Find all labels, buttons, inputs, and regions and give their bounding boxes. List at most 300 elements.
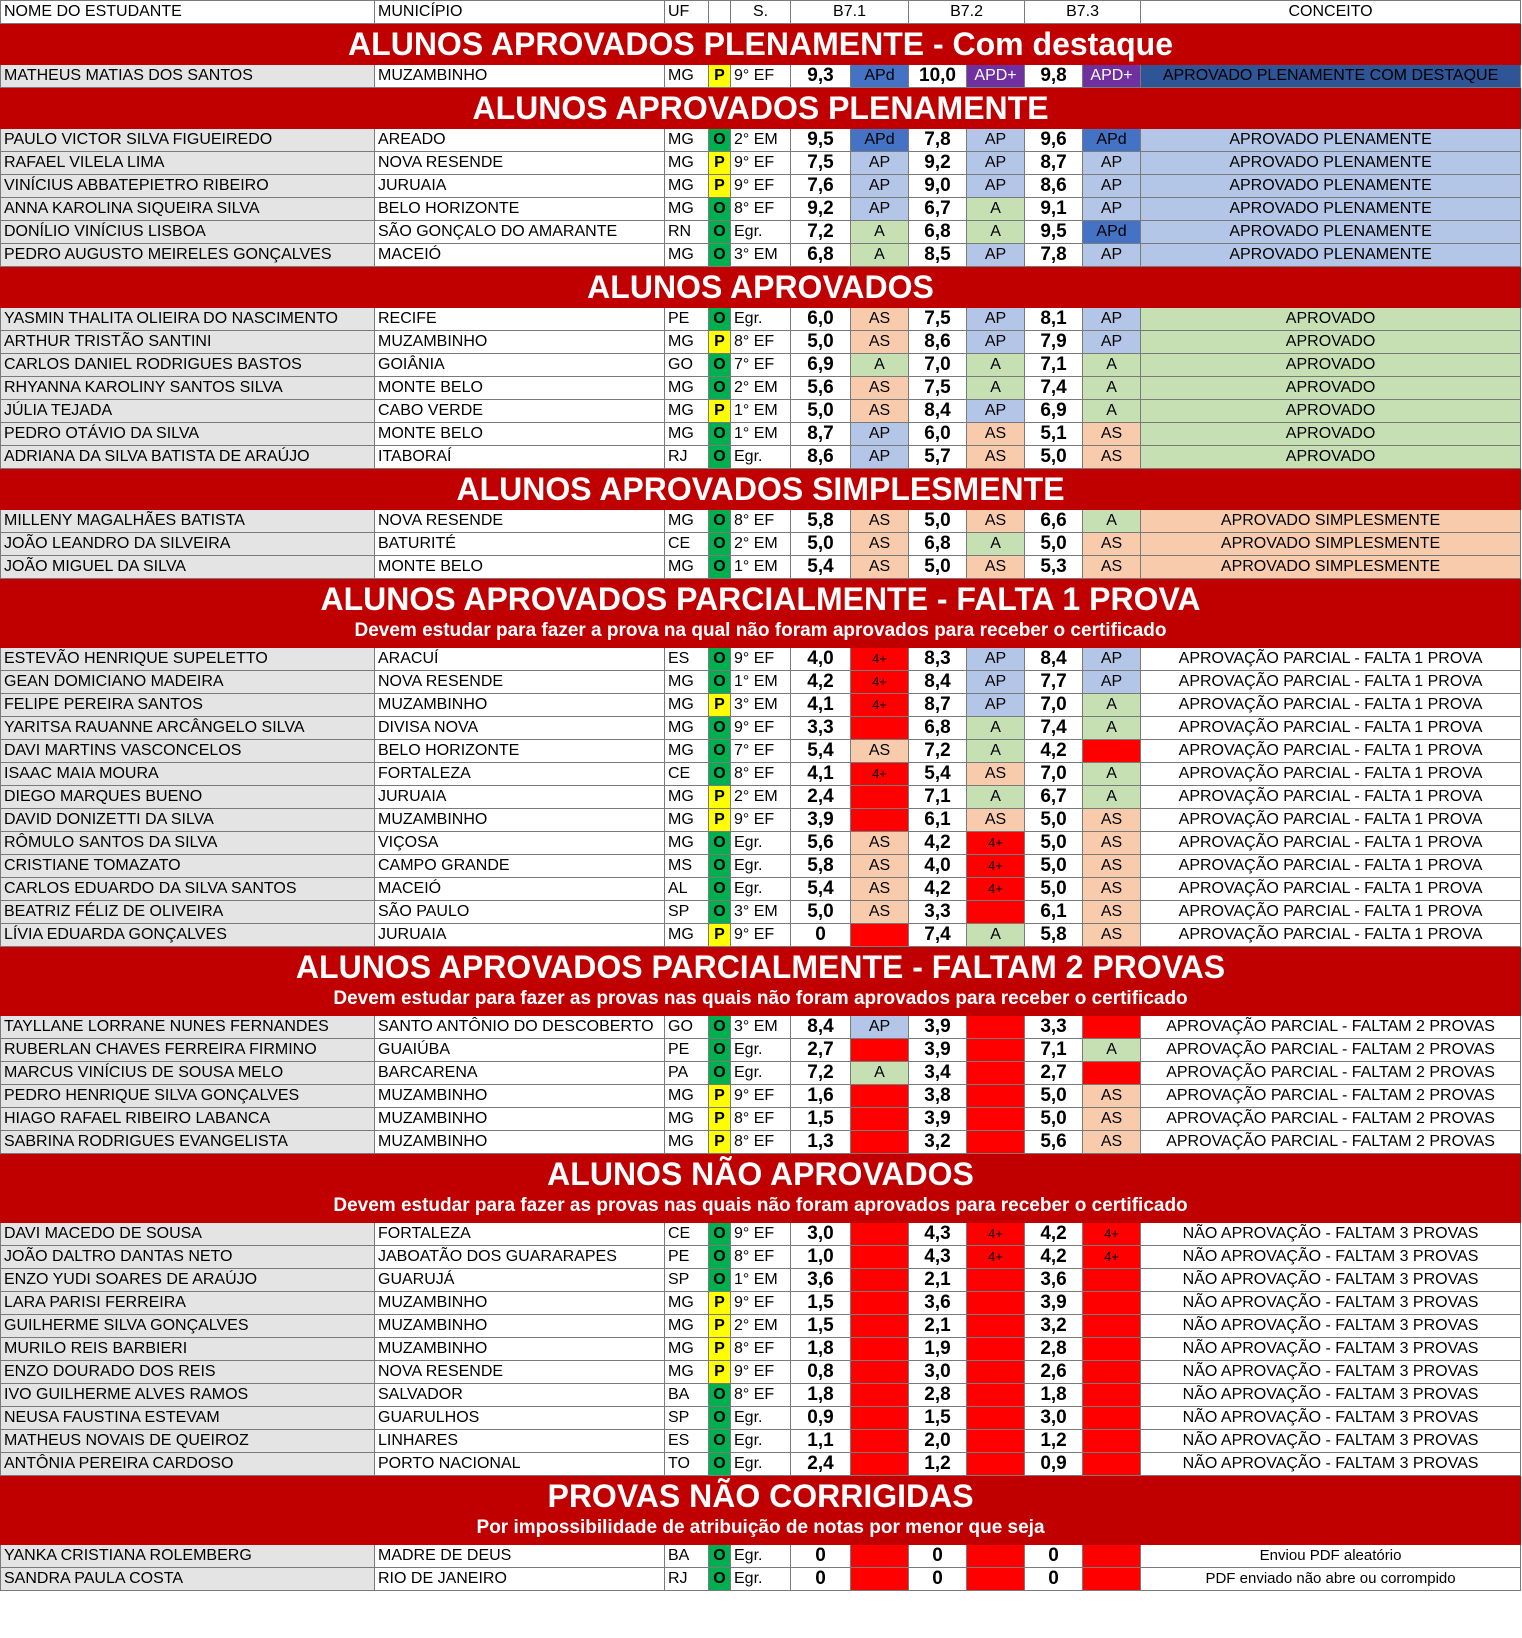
conceito-cell: APROVADO PLENAMENTE [1141, 221, 1521, 244]
grade-b71: 3,9 [791, 809, 851, 832]
student-name: SANDRA PAULA COSTA [1, 1568, 375, 1591]
conceito-cell: NÃO APROVAÇÃO - FALTAM 3 PROVAS [1141, 1430, 1521, 1453]
municipio-cell: MACEIÓ [375, 878, 665, 901]
grade-b71: 9,5 [791, 129, 851, 152]
serie-cell: 8° EF [731, 1246, 791, 1269]
grade-b73: 5,8 [1025, 924, 1083, 947]
grade-b71: 5,0 [791, 901, 851, 924]
table-row [1, 1361, 1521, 1384]
serie-cell: Egr. [731, 1039, 791, 1062]
grade-b73: 7,4 [1025, 717, 1083, 740]
student-name: ANNA KAROLINA SIQUEIRA SILVA [1, 198, 375, 221]
conceito-cell: APROVADO SIMPLESMENTE [1141, 556, 1521, 579]
level-b72: 4+ [967, 1246, 1025, 1269]
conceito-cell: APROVAÇÃO PARCIAL - FALTA 1 PROVA [1141, 648, 1521, 671]
level-b72: A [967, 740, 1025, 763]
serie-cell: 8° EF [731, 1338, 791, 1361]
table-row [1, 1453, 1521, 1476]
grade-b72: 6,8 [909, 221, 967, 244]
grade-b72: 5,0 [909, 556, 967, 579]
school-type-badge: O [709, 740, 731, 763]
grade-b71: 7,5 [791, 152, 851, 175]
uf-cell: AL [665, 878, 709, 901]
student-name: NEUSA FAUSTINA ESTEVAM [1, 1407, 375, 1430]
student-name: BEATRIZ FÉLIZ DE OLIVEIRA [1, 901, 375, 924]
serie-cell: 2° EM [731, 377, 791, 400]
student-name: PEDRO OTÁVIO DA SILVA [1, 423, 375, 446]
grade-b72: 4,2 [909, 832, 967, 855]
conceito-cell: APROVADO PLENAMENTE [1141, 198, 1521, 221]
level-b72: AP [967, 308, 1025, 331]
serie-cell: Egr. [731, 1062, 791, 1085]
level-b73: AP [1083, 671, 1141, 694]
level-b71 [851, 1407, 909, 1430]
grade-b71: 5,0 [791, 331, 851, 354]
uf-cell: MG [665, 809, 709, 832]
grade-b71: 1,3 [791, 1131, 851, 1154]
level-b72: APD+ [967, 65, 1025, 88]
grade-b72: 7,5 [909, 377, 967, 400]
header-uf: UF [665, 1, 709, 24]
section-title: ALUNOS NÃO APROVADOS [547, 1156, 974, 1192]
student-name: DAVI MACEDO DE SOUSA [1, 1223, 375, 1246]
uf-cell: MG [665, 924, 709, 947]
level-b71: 4+ [851, 694, 909, 717]
serie-cell: 2° EM [731, 129, 791, 152]
grade-b71: 1,8 [791, 1384, 851, 1407]
level-b72: A [967, 221, 1025, 244]
conceito-cell: APROVADO SIMPLESMENTE [1141, 510, 1521, 533]
grade-b73: 7,0 [1025, 694, 1083, 717]
student-name: LÍVIA EDUARDA GONÇALVES [1, 924, 375, 947]
uf-cell: RJ [665, 446, 709, 469]
level-b71 [851, 1269, 909, 1292]
conceito-cell: APROVAÇÃO PARCIAL - FALTAM 2 PROVAS [1141, 1039, 1521, 1062]
grade-b73: 6,9 [1025, 400, 1083, 423]
level-b72 [967, 1062, 1025, 1085]
level-b73: AS [1083, 1085, 1141, 1108]
municipio-cell: NOVA RESENDE [375, 671, 665, 694]
conceito-cell: APROVAÇÃO PARCIAL - FALTAM 2 PROVAS [1141, 1062, 1521, 1085]
serie-cell: 1° EM [731, 556, 791, 579]
grade-b71: 6,0 [791, 308, 851, 331]
header-b72: B7.2 [909, 1, 1025, 24]
grade-b71: 8,6 [791, 446, 851, 469]
table-row [1, 65, 1521, 88]
level-b73: AP [1083, 648, 1141, 671]
grade-b72: 8,4 [909, 671, 967, 694]
serie-cell: Egr. [731, 1545, 791, 1568]
table-row [1, 1292, 1521, 1315]
school-type-badge: O [709, 446, 731, 469]
serie-cell: 8° EF [731, 331, 791, 354]
serie-cell: 3° EM [731, 901, 791, 924]
grade-b73: 6,6 [1025, 510, 1083, 533]
level-b71 [851, 1338, 909, 1361]
table-row [1, 244, 1521, 267]
level-b71 [851, 786, 909, 809]
serie-cell: 9° EF [731, 809, 791, 832]
conceito-cell: APROVAÇÃO PARCIAL - FALTA 1 PROVA [1141, 786, 1521, 809]
level-b71: AS [851, 533, 909, 556]
municipio-cell: MUZAMBINHO [375, 65, 665, 88]
table-row [1, 671, 1521, 694]
section-subtitle: Devem estudar para fazer as provas nas quais não foram aprovados para receber o certificado [333, 1195, 1188, 1216]
level-b72 [967, 1453, 1025, 1476]
grade-b72: 8,7 [909, 694, 967, 717]
level-b71: AP [851, 446, 909, 469]
uf-cell: PE [665, 1039, 709, 1062]
conceito-cell: APROVAÇÃO PARCIAL - FALTA 1 PROVA [1141, 763, 1521, 786]
school-type-badge: P [709, 175, 731, 198]
uf-cell: MG [665, 1292, 709, 1315]
student-name: GUILHERME SILVA GONÇALVES [1, 1315, 375, 1338]
level-b71: AP [851, 152, 909, 175]
grade-b73: 5,0 [1025, 1108, 1083, 1131]
serie-cell: 2° EM [731, 533, 791, 556]
school-type-badge: O [709, 198, 731, 221]
grade-b71: 1,1 [791, 1430, 851, 1453]
municipio-cell: SALVADOR [375, 1384, 665, 1407]
level-b71 [851, 1430, 909, 1453]
conceito-cell: NÃO APROVAÇÃO - FALTAM 3 PROVAS [1141, 1246, 1521, 1269]
municipio-cell: MUZAMBINHO [375, 1131, 665, 1154]
student-name: VINÍCIUS ABBATEPIETRO RIBEIRO [1, 175, 375, 198]
conceito-cell: APROVAÇÃO PARCIAL - FALTA 1 PROVA [1141, 855, 1521, 878]
level-b72: AP [967, 152, 1025, 175]
conceito-cell: APROVADO [1141, 377, 1521, 400]
school-type-badge: O [709, 1269, 731, 1292]
school-type-badge: O [709, 1384, 731, 1407]
level-b71: AS [851, 901, 909, 924]
level-b72 [967, 1108, 1025, 1131]
grade-b73: 3,0 [1025, 1407, 1083, 1430]
school-type-badge: O [709, 832, 731, 855]
school-type-badge: O [709, 1407, 731, 1430]
level-b72: AP [967, 400, 1025, 423]
serie-cell: Egr. [731, 1568, 791, 1591]
table-row [1, 446, 1521, 469]
section-banner [1, 24, 1521, 65]
uf-cell: MG [665, 244, 709, 267]
serie-cell: 3° EM [731, 694, 791, 717]
uf-cell: MG [665, 331, 709, 354]
conceito-cell: APROVAÇÃO PARCIAL - FALTA 1 PROVA [1141, 901, 1521, 924]
grade-b73: 5,6 [1025, 1131, 1083, 1154]
level-b71: AS [851, 331, 909, 354]
uf-cell: MG [665, 152, 709, 175]
section-banner [1, 88, 1521, 129]
grade-b71: 5,4 [791, 740, 851, 763]
level-b73: AP [1083, 152, 1141, 175]
school-type-badge: P [709, 1338, 731, 1361]
level-b71 [851, 1315, 909, 1338]
school-type-badge: P [709, 65, 731, 88]
table-row [1, 129, 1521, 152]
level-b73: AS [1083, 878, 1141, 901]
grade-b72: 5,4 [909, 763, 967, 786]
grade-b71: 1,0 [791, 1246, 851, 1269]
grade-b71: 5,6 [791, 832, 851, 855]
municipio-cell: MUZAMBINHO [375, 809, 665, 832]
level-b71 [851, 809, 909, 832]
level-b72: AS [967, 423, 1025, 446]
header-row [1, 1, 1521, 24]
level-b73: 4+ [1083, 1223, 1141, 1246]
grade-b71: 0 [791, 1545, 851, 1568]
level-b71 [851, 717, 909, 740]
table-row [1, 198, 1521, 221]
municipio-cell: JURUAIA [375, 924, 665, 947]
student-name: SABRINA RODRIGUES EVANGELISTA [1, 1131, 375, 1154]
table-row [1, 1131, 1521, 1154]
conceito-cell: APROVADO [1141, 331, 1521, 354]
level-b73: A [1083, 786, 1141, 809]
serie-cell: 9° EF [731, 152, 791, 175]
grade-b72: 5,7 [909, 446, 967, 469]
student-name: LARA PARISI FERREIRA [1, 1292, 375, 1315]
student-name: YASMIN THALITA OLIEIRA DO NASCIMENTO [1, 308, 375, 331]
student-name: JOÃO LEANDRO DA SILVEIRA [1, 533, 375, 556]
level-b72: A [967, 533, 1025, 556]
student-name: ARTHUR TRISTÃO SANTINI [1, 331, 375, 354]
serie-cell: Egr. [731, 832, 791, 855]
grade-b72: 6,8 [909, 533, 967, 556]
grade-b72: 3,8 [909, 1085, 967, 1108]
grade-b71: 2,7 [791, 1039, 851, 1062]
level-b73: A [1083, 1039, 1141, 1062]
grade-b73: 8,6 [1025, 175, 1083, 198]
grade-b73: 5,0 [1025, 446, 1083, 469]
municipio-cell: AREADO [375, 129, 665, 152]
school-type-badge: O [709, 308, 731, 331]
grade-b71: 9,3 [791, 65, 851, 88]
level-b72: AP [967, 694, 1025, 717]
table-row [1, 1568, 1521, 1591]
uf-cell: SP [665, 901, 709, 924]
level-b73: A [1083, 717, 1141, 740]
level-b71: AS [851, 377, 909, 400]
grade-b72: 2,1 [909, 1269, 967, 1292]
section-title: ALUNOS APROVADOS PLENAMENTE [472, 90, 1049, 126]
level-b73: A [1083, 354, 1141, 377]
grade-b72: 2,8 [909, 1384, 967, 1407]
student-name: GEAN DOMICIANO MADEIRA [1, 671, 375, 694]
level-b73: AP [1083, 244, 1141, 267]
section-banner [1, 579, 1521, 648]
uf-cell: MG [665, 740, 709, 763]
level-b72 [967, 1039, 1025, 1062]
student-name: MILLENY MAGALHÃES BATISTA [1, 510, 375, 533]
table-row [1, 1315, 1521, 1338]
student-name: DONÍLIO VINÍCIUS LISBOA [1, 221, 375, 244]
grade-b73: 4,2 [1025, 1223, 1083, 1246]
municipio-cell: MUZAMBINHO [375, 331, 665, 354]
grade-b73: 4,2 [1025, 740, 1083, 763]
level-b73 [1083, 1315, 1141, 1338]
grade-b73: 7,1 [1025, 1039, 1083, 1062]
level-b72: AP [967, 175, 1025, 198]
level-b73: AS [1083, 423, 1141, 446]
level-b72 [967, 1292, 1025, 1315]
uf-cell: MG [665, 1338, 709, 1361]
grade-b73: 8,1 [1025, 308, 1083, 331]
grade-b73: 0,9 [1025, 1453, 1083, 1476]
grade-b72: 9,2 [909, 152, 967, 175]
level-b73 [1083, 1384, 1141, 1407]
grade-b73: 7,8 [1025, 244, 1083, 267]
serie-cell: 8° EF [731, 763, 791, 786]
grade-b71: 4,0 [791, 648, 851, 671]
school-type-badge: O [709, 377, 731, 400]
level-b72: AP [967, 244, 1025, 267]
level-b72 [967, 1315, 1025, 1338]
header-b71: B7.1 [791, 1, 909, 24]
municipio-cell: MONTE BELO [375, 556, 665, 579]
grade-b71: 7,2 [791, 1062, 851, 1085]
serie-cell: 2° EM [731, 786, 791, 809]
student-name: MATHEUS MATIAS DOS SANTOS [1, 65, 375, 88]
school-type-badge: O [709, 763, 731, 786]
table-row [1, 786, 1521, 809]
grade-b71: 1,5 [791, 1315, 851, 1338]
grade-b72: 4,2 [909, 878, 967, 901]
grade-b72: 3,4 [909, 1062, 967, 1085]
table-row [1, 1246, 1521, 1269]
level-b71: AS [851, 855, 909, 878]
grade-b71: 0 [791, 924, 851, 947]
table-row [1, 1430, 1521, 1453]
table-row [1, 855, 1521, 878]
uf-cell: MG [665, 423, 709, 446]
grade-b72: 10,0 [909, 65, 967, 88]
conceito-cell: APROVADO [1141, 446, 1521, 469]
level-b72 [967, 1269, 1025, 1292]
level-b72: 4+ [967, 855, 1025, 878]
serie-cell: 9° EF [731, 1085, 791, 1108]
student-name: JÚLIA TEJADA [1, 400, 375, 423]
level-b73: A [1083, 400, 1141, 423]
municipio-cell: SÃO GONÇALO DO AMARANTE [375, 221, 665, 244]
table-row [1, 423, 1521, 446]
table-row [1, 1016, 1521, 1039]
grade-b72: 5,0 [909, 510, 967, 533]
school-type-badge: O [709, 1568, 731, 1591]
grade-b73: 3,3 [1025, 1016, 1083, 1039]
serie-cell: Egr. [731, 1430, 791, 1453]
conceito-cell: APROVAÇÃO PARCIAL - FALTA 1 PROVA [1141, 740, 1521, 763]
uf-cell: MG [665, 671, 709, 694]
grade-b72: 9,0 [909, 175, 967, 198]
uf-cell: MG [665, 198, 709, 221]
grade-b73: 9,5 [1025, 221, 1083, 244]
grade-b73: 3,6 [1025, 1269, 1083, 1292]
table-row [1, 533, 1521, 556]
uf-cell: MG [665, 65, 709, 88]
grade-b73: 9,8 [1025, 65, 1083, 88]
municipio-cell: GUAIÚBA [375, 1039, 665, 1062]
section-banner [1, 1476, 1521, 1545]
level-b73: AP [1083, 175, 1141, 198]
grade-b73: 5,0 [1025, 878, 1083, 901]
conceito-cell: APROVAÇÃO PARCIAL - FALTA 1 PROVA [1141, 809, 1521, 832]
grade-b73: 7,9 [1025, 331, 1083, 354]
school-type-badge: O [709, 129, 731, 152]
level-b73 [1083, 1407, 1141, 1430]
table-row [1, 740, 1521, 763]
level-b73: APD+ [1083, 65, 1141, 88]
level-b72 [967, 1568, 1025, 1591]
conceito-cell: APROVADO SIMPLESMENTE [1141, 533, 1521, 556]
municipio-cell: ITABORAÍ [375, 446, 665, 469]
grade-b73: 8,4 [1025, 648, 1083, 671]
municipio-cell: CABO VERDE [375, 400, 665, 423]
municipio-cell: VIÇOSA [375, 832, 665, 855]
grade-b72: 7,4 [909, 924, 967, 947]
serie-cell: 1° EM [731, 423, 791, 446]
section-banner [1, 1154, 1521, 1223]
school-type-badge: P [709, 1131, 731, 1154]
student-name: RÔMULO SANTOS DA SILVA [1, 832, 375, 855]
table-row [1, 832, 1521, 855]
grade-b72: 3,9 [909, 1108, 967, 1131]
municipio-cell: NOVA RESENDE [375, 152, 665, 175]
conceito-cell: APROVAÇÃO PARCIAL - FALTAM 2 PROVAS [1141, 1131, 1521, 1154]
school-type-badge: O [709, 533, 731, 556]
student-name: ISAAC MAIA MOURA [1, 763, 375, 786]
grade-b71: 8,7 [791, 423, 851, 446]
uf-cell: SP [665, 1407, 709, 1430]
uf-cell: MG [665, 556, 709, 579]
school-type-badge: P [709, 786, 731, 809]
conceito-cell: NÃO APROVAÇÃO - FALTAM 3 PROVAS [1141, 1223, 1521, 1246]
serie-cell: 9° EF [731, 1223, 791, 1246]
serie-cell: 9° EF [731, 717, 791, 740]
student-name: DAVID DONIZETTI DA SILVA [1, 809, 375, 832]
grade-b72: 3,6 [909, 1292, 967, 1315]
municipio-cell: MONTE BELO [375, 423, 665, 446]
school-type-badge: O [709, 1016, 731, 1039]
serie-cell: 9° EF [731, 924, 791, 947]
level-b71: AS [851, 308, 909, 331]
student-name: PEDRO HENRIQUE SILVA GONÇALVES [1, 1085, 375, 1108]
grade-b72: 3,9 [909, 1016, 967, 1039]
municipio-cell: NOVA RESENDE [375, 1361, 665, 1384]
conceito-cell: NÃO APROVAÇÃO - FALTAM 3 PROVAS [1141, 1361, 1521, 1384]
school-type-badge: P [709, 331, 731, 354]
grade-b71: 7,2 [791, 221, 851, 244]
grade-b72: 7,2 [909, 740, 967, 763]
school-type-badge: O [709, 1545, 731, 1568]
student-name: PAULO VICTOR SILVA FIGUEIREDO [1, 129, 375, 152]
table-row [1, 1085, 1521, 1108]
grade-b71: 1,5 [791, 1292, 851, 1315]
section-header [1, 267, 1521, 308]
level-b71: AS [851, 878, 909, 901]
grade-b73: 2,8 [1025, 1338, 1083, 1361]
level-b73 [1083, 1453, 1141, 1476]
grade-b73: 2,7 [1025, 1062, 1083, 1085]
student-name: MURILO REIS BARBIERI [1, 1338, 375, 1361]
grade-b71: 4,2 [791, 671, 851, 694]
student-name: ENZO YUDI SOARES DE ARAÚJO [1, 1269, 375, 1292]
student-name: HIAGO RAFAEL RIBEIRO LABANCA [1, 1108, 375, 1131]
level-b71: AS [851, 400, 909, 423]
table-row [1, 221, 1521, 244]
level-b72 [967, 1430, 1025, 1453]
grade-b71: 1,5 [791, 1108, 851, 1131]
level-b71 [851, 1246, 909, 1269]
